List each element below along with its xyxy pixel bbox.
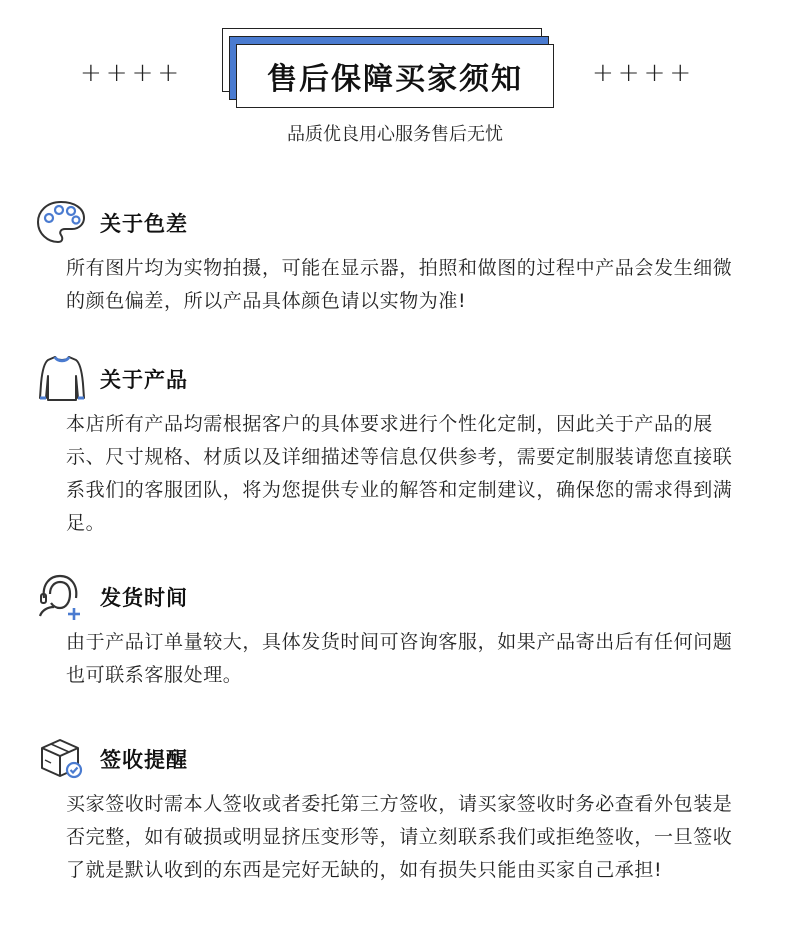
- section-title: 签收提醒: [100, 748, 188, 772]
- page-title: 售后保障买家须知: [267, 62, 523, 97]
- left-decoration: ++++: [80, 58, 184, 88]
- section-title: 关于产品: [100, 368, 188, 392]
- section-body: 由于产品订单量较大，具体发货时间可咨询客服，如果产品寄出后有任何问题也可联系客服处理。: [66, 631, 733, 686]
- section-color-difference: [36, 198, 756, 318]
- right-decoration: ++++: [592, 58, 696, 88]
- title-frame: [236, 44, 554, 108]
- section-body: 买家签收时需本人签收或者委托第三方签收，请买家签收时务必查看外包装是否完整，如有破损或明显挤压变形等，请立刻联系我们或拒绝签收，一旦签收了就是默认收到的东西是完好无缺的，如有损失只能由买家自己承担!: [66, 793, 733, 881]
- package-check-icon: [36, 734, 88, 784]
- section-body: 所有图片均为实物拍摄，可能在显示器，拍照和做图的过程中产品会发生细微的颜色偏差，所以产品具体颜色请以实物为准!: [66, 257, 733, 312]
- section-body: 本店所有产品均需根据客户的具体要求进行个性化定制，因此关于产品的展示、尺寸规格、材质以及详细描述等信息仅供参考，需要定制服装请您直接联系我们的客服团队，将为您提供专业的解答和定制建议，确保您的需求得到满足。: [66, 413, 733, 534]
- sweater-icon: [36, 354, 88, 404]
- section-product: [36, 354, 756, 540]
- section-title: 关于色差: [100, 212, 188, 236]
- page-subtitle: 品质优良用心服务售后无忧: [287, 124, 503, 145]
- header: [0, 0, 790, 160]
- palette-icon: [36, 198, 88, 248]
- section-shipping-time: [36, 572, 756, 692]
- section-title: 发货时间: [100, 586, 188, 610]
- section-delivery-reminder: [36, 734, 756, 887]
- customer-service-icon: [36, 572, 88, 622]
